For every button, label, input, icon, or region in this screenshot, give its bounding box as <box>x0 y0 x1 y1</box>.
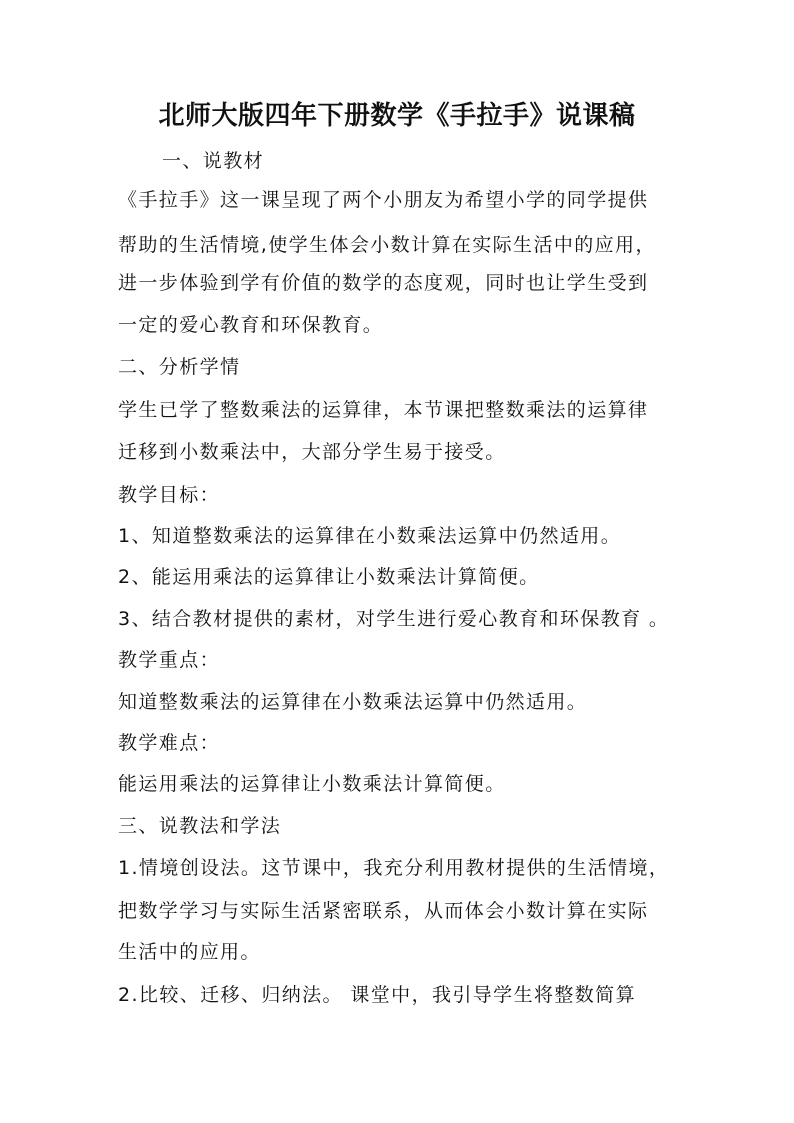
difficulty-text: 能运用乘法的运算律让小数乘法计算简便。 <box>118 773 506 795</box>
goal-item-1: 1、知道整数乘法的运算律在小数乘法运算中仍然适用。 <box>118 525 622 547</box>
goal-item-3: 3、结合教材提供的素材，对学生进行爱心教育和环保教育 。 <box>118 608 670 630</box>
section-heading-analysis: 二、分析学情 <box>118 356 241 378</box>
paragraph-line: 把数学学习与实际生活紧密联系，从而体会小数计算在实际 <box>118 900 649 922</box>
method-item-1: 1.情境创设法。这节课中，我充分利用教材提供的生活情境， <box>118 857 670 879</box>
label-difficulties: 教学难点： <box>118 732 221 754</box>
paragraph-line: 《手拉手》这一课呈现了两个小朋友为希望小学的同学提供 <box>118 189 649 211</box>
section-heading-methods: 三、说教法和学法 <box>118 815 282 837</box>
paragraph-line: 帮助的生活情境,使学生体会小数计算在实际生活中的应用， <box>118 234 656 256</box>
goal-item-2: 2、能运用乘法的运算律让小数乘法计算简便。 <box>118 566 540 588</box>
paragraph-line: 生活中的应用。 <box>118 941 261 963</box>
method-item-2: 2.比较、迁移、归纳法。 课堂中，我引导学生将整数简算 <box>118 984 636 1006</box>
label-key-points: 教学重点： <box>118 649 221 671</box>
paragraph-line: 迁移到小数乘法中，大部分学生易于接受。 <box>118 441 506 463</box>
paragraph-line: 进一步体验到学有价值的数学的态度观，同时也让学生受到 <box>118 272 649 294</box>
label-teaching-goals: 教学目标： <box>118 484 221 506</box>
paragraph-line: 一定的爱心教育和环保教育。 <box>118 314 384 336</box>
key-point-text: 知道整数乘法的运算律在小数乘法运算中仍然适用。 <box>118 691 588 713</box>
section-heading-textbook: 一、说教材 <box>162 150 265 172</box>
paragraph-line: 学生已学了整数乘法的运算律，本节课把整数乘法的运算律 <box>118 399 649 421</box>
document-title: 北师大版四年下册数学《手拉手》说课稿 <box>158 101 636 131</box>
